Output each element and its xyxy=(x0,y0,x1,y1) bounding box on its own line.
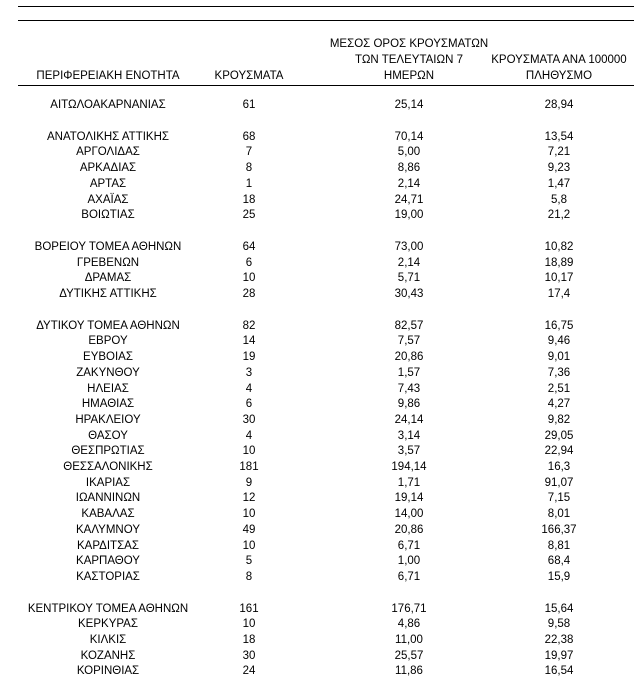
avg7-cell: 19,00 xyxy=(394,209,424,222)
cases-cell: 4 xyxy=(245,382,253,395)
region-cell: ΘΑΣΟΥ xyxy=(88,429,128,442)
per100k-cell: 10,82 xyxy=(544,240,574,253)
avg7-cell: 20,86 xyxy=(394,523,424,536)
cases-cell: 6 xyxy=(245,398,253,411)
avg7-cell: 6,71 xyxy=(397,570,421,583)
region-cell: ΓΡΕΒΕΝΩΝ xyxy=(76,256,140,269)
cases-cell: 181 xyxy=(239,461,259,473)
cases-cell: 14 xyxy=(242,335,256,348)
cases-cell: 18 xyxy=(242,634,256,646)
per100k-cell: 9,01 xyxy=(547,351,571,364)
header-avg7-line1: ΜΕΣΟΣ ΟΡΟΣ ΚΡΟΥΣΜΑΤΩΝ xyxy=(329,38,489,50)
avg7-cell: 11,00 xyxy=(395,634,423,646)
region-cell: ΙΚΑΡΙΑΣ xyxy=(85,476,131,489)
region-cell: ΚΑΣΤΟΡΙΑΣ xyxy=(76,570,140,583)
avg7-cell: 194,14 xyxy=(391,461,427,473)
cases-cell: 10 xyxy=(242,618,256,631)
table-row xyxy=(0,176,636,192)
table-row xyxy=(0,396,636,412)
cases-cell: 12 xyxy=(242,492,256,505)
table-row xyxy=(0,349,636,365)
cases-cell: 10 xyxy=(242,272,256,285)
table-row xyxy=(0,428,636,444)
table-row xyxy=(0,475,636,491)
avg7-cell: 11,86 xyxy=(395,665,423,678)
region-cell: ΖΑΚΥΝΘΟΥ xyxy=(76,366,140,379)
table-row xyxy=(0,286,636,302)
region-cell: ΚΑΡΔΙΤΣΑΣ xyxy=(77,539,139,552)
avg7-cell: 1,00 xyxy=(397,555,421,568)
avg7-cell: 24,14 xyxy=(394,413,424,426)
table-row xyxy=(0,538,636,554)
region-cell: ΔΥΤΙΚΗΣ ΑΤΤΙΚΗΣ xyxy=(59,288,157,300)
cases-cell: 49 xyxy=(242,523,256,536)
per100k-cell: 166,37 xyxy=(541,523,577,536)
cases-cell: 4 xyxy=(245,429,253,442)
per100k-cell: 15,9 xyxy=(547,570,571,583)
header-avg7-line2: ΤΩΝ ΤΕΛΕΥΤΑΙΩΝ 7 xyxy=(355,54,463,66)
per100k-cell: 10,17 xyxy=(544,272,574,285)
per100k-cell: 7,15 xyxy=(547,492,571,505)
cases-cell: 82 xyxy=(242,319,256,332)
per100k-cell: 8,01 xyxy=(547,508,571,521)
per100k-cell: 8,81 xyxy=(547,539,571,552)
region-cell: ΑΡΓΟΛΙΔΑΣ xyxy=(76,146,140,159)
table-row xyxy=(0,255,636,271)
avg7-cell: 1,71 xyxy=(397,476,421,489)
cases-cell: 161 xyxy=(239,602,259,615)
region-cell: ΔΡΑΜΑΣ xyxy=(84,272,132,285)
per100k-cell: 4,27 xyxy=(547,398,571,411)
per100k-cell: 29,05 xyxy=(544,429,574,442)
table-row xyxy=(0,333,636,349)
avg7-cell: 7,57 xyxy=(397,335,421,348)
cases-cell: 10 xyxy=(242,445,256,458)
table-row xyxy=(0,270,636,286)
region-cell: ΚΕΡΚΥΡΑΣ xyxy=(78,618,138,631)
cases-cell: 6 xyxy=(245,256,253,269)
table-row xyxy=(0,648,636,664)
avg7-cell: 6,71 xyxy=(397,539,421,552)
table-row xyxy=(0,381,636,397)
region-cell: ΚΟΡΙΝΘΙΑΣ xyxy=(76,665,140,678)
per100k-cell: 13,54 xyxy=(544,130,574,143)
table-row xyxy=(0,207,636,223)
region-cell: ΕΒΡΟΥ xyxy=(88,335,128,348)
avg7-cell: 2,14 xyxy=(397,256,421,269)
table-row xyxy=(0,97,636,113)
header-region: ΠΕΡΙΦΕΡΕΙΑΚΗ ΕΝΟΤΗΤΑ xyxy=(36,70,180,82)
per100k-cell: 28,94 xyxy=(544,99,574,111)
cases-cell: 24 xyxy=(242,665,256,678)
per100k-cell: 9,23 xyxy=(547,162,571,175)
per100k-cell: 2,51 xyxy=(547,382,571,395)
cases-cell: 28 xyxy=(242,288,256,300)
avg7-cell: 176,71 xyxy=(391,602,427,615)
cases-cell: 25 xyxy=(242,209,256,222)
cases-cell: 8 xyxy=(245,570,253,583)
table-row xyxy=(0,490,636,506)
region-cell: ΚΟΖΑΝΗΣ xyxy=(80,649,136,662)
table-row xyxy=(0,365,636,381)
table-row xyxy=(0,553,636,569)
header-rule-top xyxy=(18,20,634,21)
avg7-cell: 9,86 xyxy=(397,398,421,411)
per100k-cell: 7,21 xyxy=(547,146,571,159)
region-cell: ΚΙΛΚΙΣ xyxy=(89,634,127,646)
per100k-cell: 22,94 xyxy=(544,445,574,458)
cases-cell: 30 xyxy=(242,649,256,662)
per100k-cell: 7,36 xyxy=(547,366,571,379)
avg7-cell: 14,00 xyxy=(394,508,424,521)
region-cell: ΚΑΛΥΜΝΟΥ xyxy=(76,523,140,536)
region-cell: ΚΑΒΑΛΑΣ xyxy=(81,508,135,521)
per100k-cell: 1,47 xyxy=(547,177,571,190)
header-cases: ΚΡΟΥΣΜΑΤΑ xyxy=(214,70,284,82)
per100k-cell: 17,4 xyxy=(547,288,571,300)
region-cell: ΑΙΤΩΛΟΑΚΑΡΝΑΝΙΑΣ xyxy=(50,99,166,111)
region-cell: ΔΥΤΙΚΟΥ ΤΟΜΕΑ ΑΘΗΝΩΝ xyxy=(36,319,180,332)
header-per100k-line1: ΚΡΟΥΣΜΑΤΑ ΑΝΑ 100000 xyxy=(491,54,627,66)
table-row xyxy=(0,616,636,632)
per100k-cell: 16,54 xyxy=(544,665,574,678)
table-row xyxy=(0,160,636,176)
cases-cell: 3 xyxy=(245,366,253,379)
cases-cell: 1 xyxy=(245,177,253,190)
avg7-cell: 7,43 xyxy=(397,382,421,395)
avg7-cell: 24,71 xyxy=(394,193,424,206)
avg7-cell: 8,86 xyxy=(397,162,421,175)
per100k-cell: 9,46 xyxy=(547,335,571,348)
cases-cell: 64 xyxy=(242,240,256,253)
table-row xyxy=(0,144,636,160)
region-cell: ΘΕΣΠΡΩΤΙΑΣ xyxy=(71,445,145,458)
table-row xyxy=(0,632,636,648)
avg7-cell: 3,57 xyxy=(397,445,421,458)
avg7-cell: 25,57 xyxy=(394,649,424,662)
avg7-cell: 5,71 xyxy=(397,272,421,285)
region-cell: ΑΡΤΑΣ xyxy=(89,177,127,190)
region-cell: ΗΛΕΙΑΣ xyxy=(87,382,129,395)
avg7-cell: 1,57 xyxy=(397,366,421,379)
table-row xyxy=(0,129,636,145)
region-cell: ΑΧΑΪΑΣ xyxy=(87,193,129,206)
table-row xyxy=(0,601,636,617)
table-row xyxy=(0,318,636,334)
avg7-cell: 19,14 xyxy=(394,492,424,505)
table-row xyxy=(0,522,636,538)
region-cell: ΑΡΚΑΔΙΑΣ xyxy=(79,162,137,175)
cases-cell: 68 xyxy=(242,130,256,143)
avg7-cell: 25,14 xyxy=(394,99,424,111)
region-cell: ΚΕΝΤΡΙΚΟΥ ΤΟΜΕΑ ΑΘΗΝΩΝ xyxy=(27,602,189,615)
cases-cell: 18 xyxy=(242,193,256,206)
per100k-cell: 9,82 xyxy=(547,413,571,426)
per100k-cell: 21,2 xyxy=(547,209,571,222)
header-per100k-line2: ΠΛΗΘΥΣΜΟ xyxy=(525,70,593,82)
avg7-cell: 70,14 xyxy=(394,130,424,143)
region-cell: ΙΩΑΝΝΙΝΩΝ xyxy=(75,492,141,505)
cases-cell: 61 xyxy=(242,99,256,111)
header-rule-bottom xyxy=(18,85,634,86)
table-row xyxy=(0,443,636,459)
avg7-cell: 82,57 xyxy=(394,319,424,332)
per100k-cell: 18,89 xyxy=(544,256,574,269)
avg7-cell: 3,14 xyxy=(397,429,421,442)
avg7-cell: 4,86 xyxy=(397,618,421,631)
per100k-cell: 91,07 xyxy=(544,476,574,489)
cases-cell: 9 xyxy=(245,476,253,489)
cases-cell: 8 xyxy=(245,162,253,175)
per100k-cell: 16,3 xyxy=(547,461,571,473)
table-row xyxy=(0,192,636,208)
per100k-cell: 9,58 xyxy=(547,618,571,631)
region-cell: ΗΡΑΚΛΕΙΟΥ xyxy=(75,413,141,426)
table-row xyxy=(0,239,636,255)
cases-cell: 5 xyxy=(245,555,253,568)
cases-cell: 10 xyxy=(242,508,256,521)
region-cell: ΒΟΡΕΙΟΥ ΤΟΜΕΑ ΑΘΗΝΩΝ xyxy=(34,240,182,253)
cases-cell: 30 xyxy=(242,413,256,426)
region-cell: ΑΝΑΤΟΛΙΚΗΣ ΑΤΤΙΚΗΣ xyxy=(46,130,169,143)
cases-cell: 7 xyxy=(245,146,253,159)
table-row xyxy=(0,663,636,679)
cases-cell: 10 xyxy=(242,539,256,552)
per100k-cell: 15,64 xyxy=(544,602,574,615)
avg7-cell: 2,14 xyxy=(397,177,421,190)
avg7-cell: 30,43 xyxy=(394,288,424,300)
table-row xyxy=(0,506,636,522)
per100k-cell: 19,97 xyxy=(544,649,574,662)
region-cell: ΗΜΑΘΙΑΣ xyxy=(81,398,135,411)
avg7-cell: 73,00 xyxy=(394,240,424,253)
table-row xyxy=(0,459,636,475)
region-cell: ΚΑΡΠΑΘΟΥ xyxy=(76,555,140,568)
avg7-cell: 20,86 xyxy=(394,351,424,364)
header-avg7-line3: ΗΜΕΡΩΝ xyxy=(383,70,435,82)
per100k-cell: 68,4 xyxy=(547,555,571,568)
region-cell: ΒΟΙΩΤΙΑΣ xyxy=(81,209,135,222)
per100k-cell: 16,75 xyxy=(544,319,574,332)
per100k-cell: 5,8 xyxy=(551,193,567,206)
cases-cell: 19 xyxy=(242,351,256,364)
per100k-cell: 22,38 xyxy=(544,634,574,646)
table-row xyxy=(0,412,636,428)
top-rule xyxy=(18,6,634,7)
region-cell: ΕΥΒΟΙΑΣ xyxy=(83,351,133,364)
table-row xyxy=(0,569,636,585)
avg7-cell: 5,00 xyxy=(397,146,421,159)
region-cell: ΘΕΣΣΑΛΟΝΙΚΗΣ xyxy=(63,461,153,473)
